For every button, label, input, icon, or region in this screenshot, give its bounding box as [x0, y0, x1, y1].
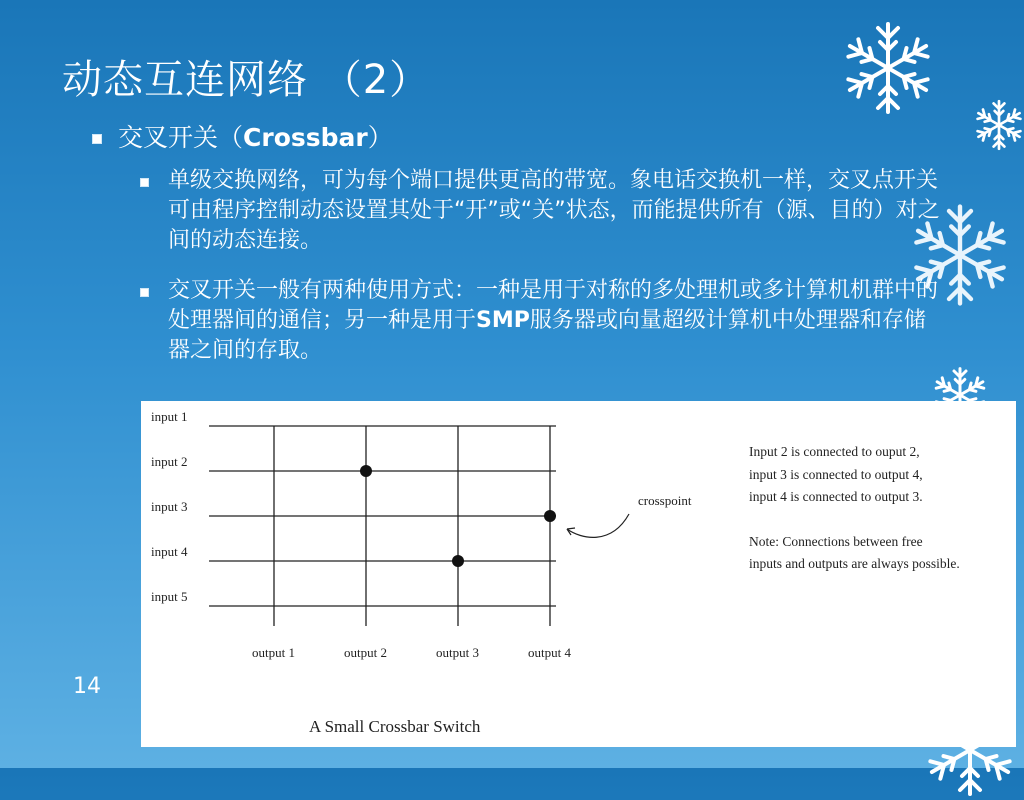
- crosspoint-dot: [544, 510, 556, 522]
- input-label: input 1: [151, 409, 188, 424]
- crossbar-figure: [141, 401, 1016, 747]
- input-label: input 4: [151, 544, 188, 559]
- note-line: inputs and outputs are always possible.: [749, 556, 960, 571]
- output-label: output 2: [344, 645, 387, 660]
- sub-bullet-text-smp: SMP: [476, 308, 530, 333]
- crosspoint-dot: [360, 465, 372, 477]
- sub-bullet-1: [140, 166, 940, 256]
- sub-bullet-text: [168, 276, 940, 366]
- square-bullet-icon: [140, 288, 149, 297]
- input-label: input 3: [151, 499, 188, 514]
- snowflake-icon: [838, 18, 938, 118]
- sub-bullet-2: [140, 276, 940, 366]
- bullet-text-en: Crossbar: [243, 123, 368, 152]
- figure-caption: A Small Crossbar Switch: [309, 717, 481, 736]
- square-bullet-icon: [140, 178, 149, 187]
- note-line: input 4 is connected to output 3.: [749, 489, 923, 504]
- page-number: 14: [73, 674, 101, 699]
- output-label: output 4: [528, 645, 571, 660]
- note-line: Note: Connections between free: [749, 533, 923, 549]
- output-label: output 3: [436, 645, 479, 660]
- bullet-text-suffix: ）: [367, 123, 393, 152]
- sub-bullet-text-b: 服务器或向量超级计算机中处理器和存储器之间的存取。: [168, 308, 926, 363]
- snowflake-icon: [972, 98, 1024, 152]
- sub-bullet-text-a: 交叉开关一般有两种使用方式：一种是用于对称的多处理机或多计算机机群中的处理器间的通信；另一种是用于: [168, 278, 939, 333]
- crosspoint-label: crosspoint: [638, 493, 692, 508]
- input-label: input 2: [151, 454, 188, 469]
- slide-title: 动态互连网络 （2）: [62, 57, 431, 103]
- crossbar-diagram: [141, 401, 741, 701]
- square-bullet-icon: [92, 134, 102, 144]
- crosspoint-dot: [452, 555, 464, 567]
- output-label: output 1: [252, 645, 295, 660]
- sub-bullet-text: 单级交换网络，可为每个端口提供更高的带宽。象电话交换机一样，交叉点开关可由程序控制动态设置其处于“开”或“关”状态，而能提供所有（源、目的）对之间的动态连接。: [168, 168, 940, 253]
- note-line: input 3 is connected to output 4,: [749, 466, 923, 482]
- connection-note: [749, 441, 1011, 576]
- crosspoint-arrow: [567, 514, 629, 537]
- bullet-text-prefix: 交叉开关（: [118, 123, 244, 152]
- input-label: input 5: [151, 589, 188, 604]
- note-line: Input 2 is connected to ouput 2,: [749, 444, 920, 459]
- bullet-crossbar: [92, 118, 393, 154]
